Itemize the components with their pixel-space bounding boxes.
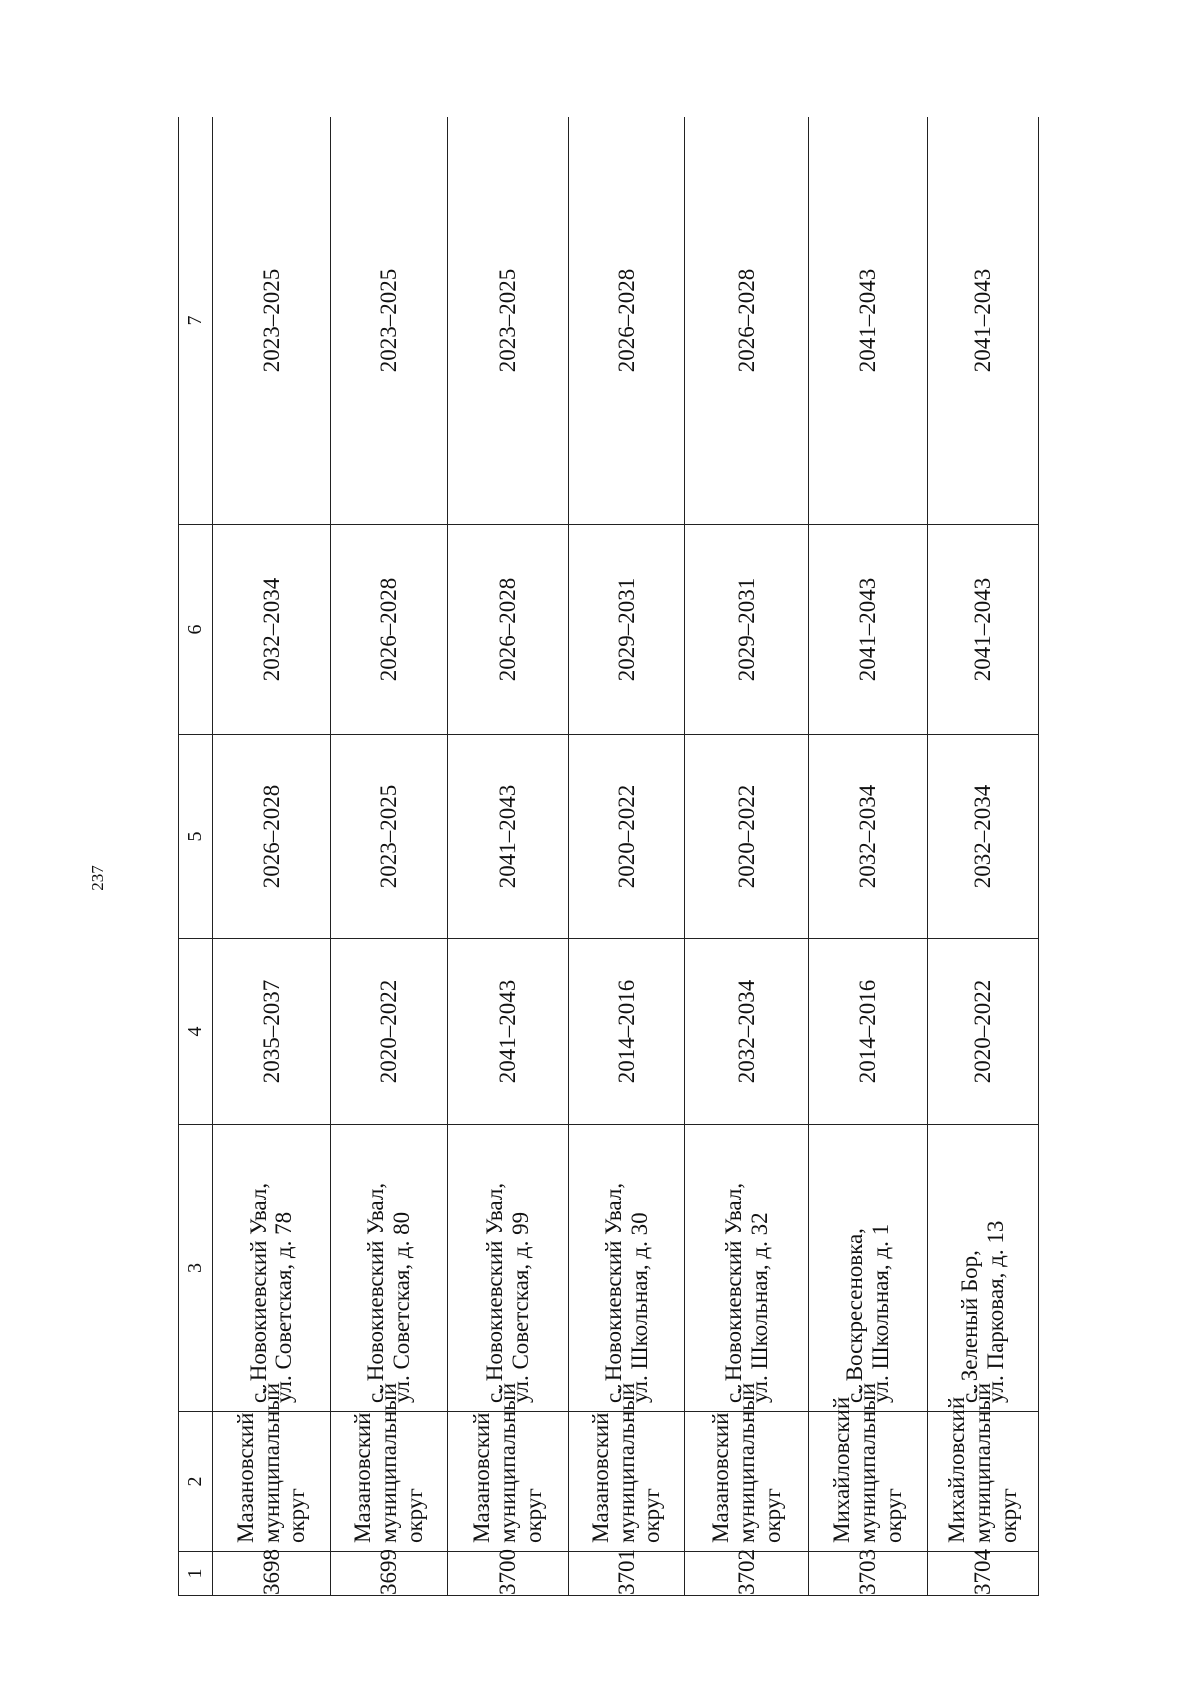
district-cell (927, 1382, 1038, 1552)
district-line: Михайловский (829, 1396, 855, 1543)
table-row (330, 117, 447, 1596)
period-cell-col-6: 2032–2034 (212, 525, 330, 735)
district-line: муниципальный (855, 1382, 881, 1543)
period-cell-col-5: 2032–2034 (927, 735, 1038, 939)
period-cell-col-4: 2020–2022 (927, 939, 1038, 1125)
district-line: округ (284, 1488, 310, 1543)
address-line: ул. Советская, д. 99 (507, 1211, 533, 1403)
period-cell-col-4: 2014–2016 (808, 939, 927, 1125)
district-line: округ (759, 1488, 785, 1543)
district-cell (212, 1382, 330, 1552)
table-row (808, 117, 927, 1596)
district-cell (685, 1382, 809, 1552)
address-line: ул. Советская, д. 78 (271, 1211, 297, 1403)
district-line: муниципальный (375, 1382, 401, 1543)
table-body (179, 117, 1039, 1596)
address-cell (568, 1125, 685, 1412)
row-number-cell: 3702 (685, 1552, 809, 1596)
data-table (178, 117, 1039, 1596)
period-cell-col-6: 2029–2031 (568, 525, 685, 735)
address-line: с. Новокиевский Увал, (481, 1182, 507, 1403)
district-line: округ (401, 1488, 427, 1543)
address-line: ул. Советская, д. 80 (388, 1211, 414, 1403)
period-cell-col-5: 2023–2025 (330, 735, 447, 939)
address-line: с. Новокиевский Увал, (600, 1182, 626, 1403)
district-line: муниципальный (613, 1382, 639, 1543)
address-cell (330, 1125, 447, 1412)
header-cell-3: 3 (179, 1125, 213, 1412)
district-line: Мазановский (469, 1412, 494, 1543)
address-cell (927, 1125, 1038, 1412)
period-cell-col-7: 2041–2043 (808, 117, 927, 525)
address-line: ул. Школьная, д. 1 (867, 1223, 893, 1403)
table-row (927, 117, 1038, 1596)
header-row (179, 117, 213, 1596)
district-line: округ (520, 1488, 546, 1543)
header-cell-5: 5 (179, 735, 213, 939)
header-cell-6: 6 (179, 525, 213, 735)
period-cell-col-7: 2023–2025 (330, 117, 447, 525)
period-cell-col-7: 2023–2025 (212, 117, 330, 525)
district-cell (808, 1382, 927, 1552)
address-cell (808, 1125, 927, 1412)
period-cell-col-6: 2041–2043 (927, 525, 1038, 735)
district-line: Мазановский (350, 1412, 376, 1543)
address-line: с. Зеленый Бор, (957, 1250, 983, 1403)
address-line: с. Новокиевский Увал, (362, 1182, 388, 1403)
row-number-cell: 3703 (808, 1552, 927, 1596)
address-line: ул. Парковая, д. 13 (982, 1220, 1008, 1403)
period-cell-col-7: 2026–2028 (568, 117, 685, 525)
table-row (568, 117, 685, 1596)
period-cell-col-4: 2020–2022 (330, 939, 447, 1125)
district-line: округ (639, 1488, 665, 1543)
table-row (447, 117, 568, 1596)
header-cell-7: 7 (179, 117, 213, 525)
district-cell (330, 1382, 447, 1552)
header-cell-4: 4 (179, 939, 213, 1125)
period-cell-col-4: 2035–2037 (212, 939, 330, 1125)
rotated-table-frame (178, 117, 1039, 1596)
row-number-cell: 3701 (568, 1552, 685, 1596)
district-line: Мазановский (232, 1412, 258, 1543)
address-cell (212, 1125, 330, 1412)
period-cell-col-7: 2023–2025 (447, 117, 568, 525)
row-number-cell: 3704 (927, 1552, 1038, 1596)
page-number: 237 (88, 865, 107, 891)
address-line: с. Воскресеновка, (842, 1228, 868, 1403)
district-cell (447, 1382, 568, 1552)
table-row (212, 117, 330, 1596)
period-cell-col-6: 2026–2028 (330, 525, 447, 735)
district-line: муниципальный (258, 1382, 284, 1543)
address-cell (685, 1125, 809, 1412)
district-line: муниципальный (970, 1382, 996, 1543)
period-cell-col-4: 2032–2034 (685, 939, 809, 1125)
period-cell-col-6: 2041–2043 (808, 525, 927, 735)
district-line: муниципальный (733, 1382, 759, 1543)
row-number-cell: 3698 (212, 1552, 330, 1596)
district-line: округ (995, 1488, 1021, 1543)
address-cell (447, 1125, 568, 1412)
address-line: ул. Школьная, д. 30 (626, 1212, 652, 1403)
row-number-cell: 3700 (447, 1552, 568, 1596)
period-cell-col-6: 2026–2028 (447, 525, 568, 735)
district-line: Мазановский (708, 1412, 734, 1543)
district-line: Михайловский (944, 1396, 970, 1543)
period-cell-col-5: 2020–2022 (568, 735, 685, 939)
period-cell-col-5: 2032–2034 (808, 735, 927, 939)
table-container (178, 117, 1039, 1596)
header-cell-2: 2 (179, 1412, 213, 1552)
district-line: муниципальный (494, 1382, 520, 1543)
period-cell-col-7: 2026–2028 (685, 117, 809, 525)
district-line: Мазановский (587, 1412, 613, 1543)
district-cell (568, 1382, 685, 1552)
address-line: с. Новокиевский Увал, (720, 1182, 746, 1403)
address-line: с. Новокиевский Увал, (245, 1182, 271, 1403)
row-number-cell: 3699 (330, 1552, 447, 1596)
period-cell-col-5: 2026–2028 (212, 735, 330, 939)
header-cell-1: 1 (179, 1552, 213, 1596)
period-cell-col-7: 2041–2043 (927, 117, 1038, 525)
district-line: округ (880, 1488, 906, 1543)
address-line: ул. Школьная, д. 32 (746, 1212, 772, 1403)
period-cell-col-5: 2020–2022 (685, 735, 809, 939)
period-cell-col-4: 2014–2016 (568, 939, 685, 1125)
period-cell-col-6: 2029–2031 (685, 525, 809, 735)
period-cell-col-4: 2041–2043 (447, 939, 568, 1125)
table-row (685, 117, 809, 1596)
period-cell-col-5: 2041–2043 (447, 735, 568, 939)
